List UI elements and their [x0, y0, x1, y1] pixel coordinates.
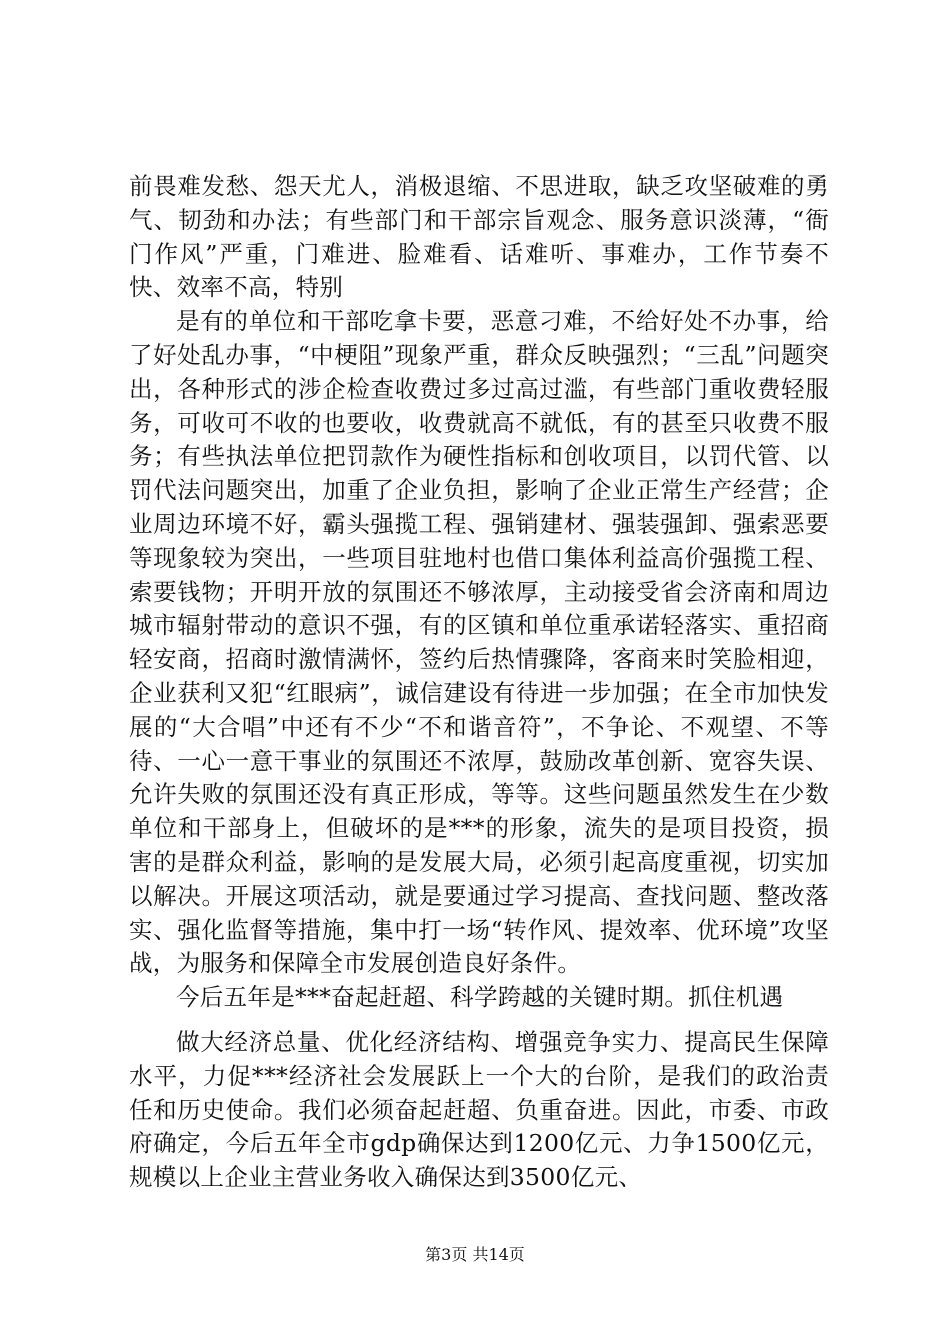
- paragraph: 是有的单位和干部吃拿卡要，恶意刁难，不给好处不办事，给了好处乱办事，“中梗阻”现象严重，群众反映强烈；“三乱”问题突出，各种形式的涉企检查收费过多过高过滥，有些部门重收费轻服务，可收可不收的也要收，收费就高不就低，有的甚至只收费不服务；有些执法单位把罚款作为硬性指标和创收项目，以罚代管、以罚代法问题突出，加重了企业负担，影响了企业正常生产经营；企业周边环境不好，霸头强揽工程、强销建材、强装强卸、强索恶要等现象较为突出，一些项目驻地村也借口集体利益高价强揽工程、索要钱物；开明开放的氛围还不够浓厚，主动接受省会济南和周边城市辐射带动的意识不强，有的区镇和单位重承诺轻落实、重招商轻安商，招商时激情满怀，签约后热情骤降，客商来时笑脸相迎，企业获利又犯“红眼病”，诚信建设有待进一步加强；在全市加快发展的“大合唱”中还有不少“不和谐音符”，不争论、不观望、不等待、一心一意干事业的氛围还不浓厚，鼓励改革创新、宽容失误、允许失败的氛围还没有真正形成，等等。这些问题虽然发生在少数单位和干部身上，但破坏的是***的形象，流失的是项目投资，损害的是群众利益，影响的是发展大局，必须引起高度重视，切实加以解决。开展这项活动，就是要通过学习提高、查找问题、整改落实、强化监督等措施，集中打一场“转作风、提效率、优环境”攻坚战，为服务和保障全市发展创造良好条件。: [129, 307, 829, 978]
- body-text-upper: [129, 170, 829, 1015]
- body-text-lower: [129, 1026, 829, 1195]
- paragraph-continued: 前畏难发愁、怨天尤人，消极退缩、不思进取，缺乏攻坚破难的勇气、韧劲和办法；有些部门和干部宗旨观念、服务意识淡薄，“衙门作风”严重，门难进、脸难看、话难听、事难办，工作节奏不快、效率不高，特别: [129, 172, 829, 302]
- paragraph: 做大经济总量、优化经济结构、增强竞争实力、提高民生保障水平，力促***经济社会发展跃上一个大的台阶，是我们的政治责任和历史使命。我们必须奋起赶超、负重奋进。因此，市委、市政府确定，今后五年全市gdp确保达到1200亿元、力争1500亿元，规模以上企业主营业务收入确保达到3500亿元、: [129, 1028, 829, 1192]
- page-footer: 第3页 共14页: [425, 1245, 525, 1264]
- paragraph: 今后五年是***奋起赶超、科学跨越的关键时期。抓住机遇: [176, 983, 784, 1012]
